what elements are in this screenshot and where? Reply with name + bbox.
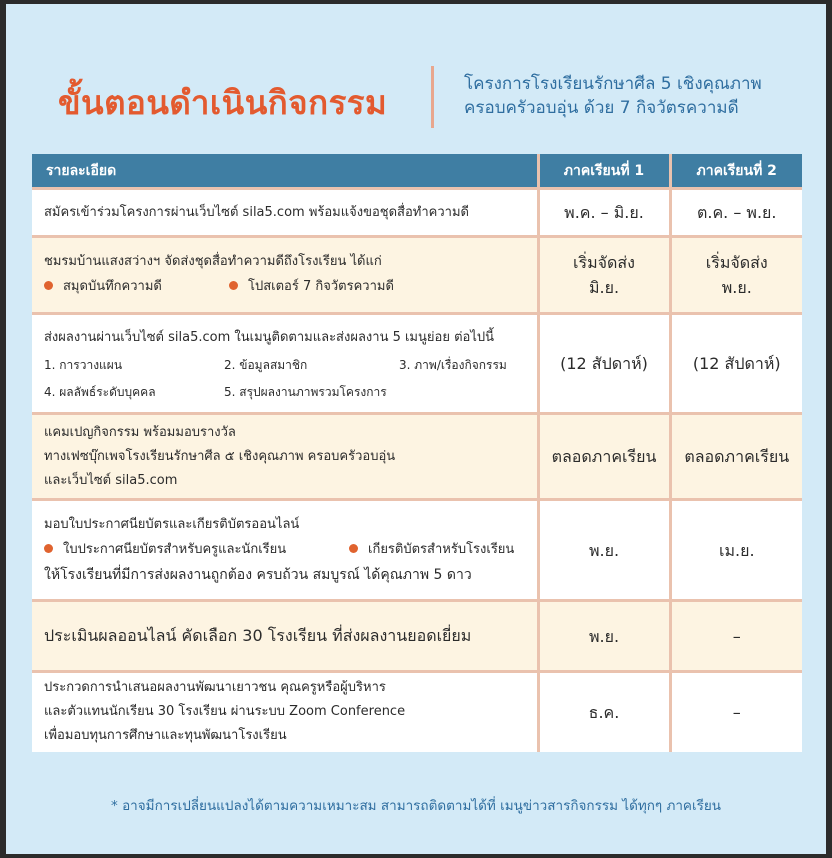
detail-text: ส่งผลงานผ่านเว็บไซต์ sila5.com ในเมนูติดตามและส่งผลงาน 5 เมนูย่อย ต่อไปนี้ [44, 329, 494, 345]
list-item: 4. ผลลัพธ์ระดับบุคคล [44, 384, 156, 399]
bullet-list [44, 537, 537, 563]
table-row [32, 672, 802, 752]
project-subtitle [464, 72, 762, 120]
term-1-cell: พ.ย. [538, 500, 670, 601]
footnote: * อาจมีการเปลี่ยนแปลงได้ตามความเหมาะสม สามารถติดตามได้ที่ เมนูข่าวสารกิจกรรม ได้ทุกๆ ภาคเรียน [111, 798, 721, 814]
term-2-cell: ตลอดภาคเรียน [670, 414, 802, 500]
header-detail: รายละเอียด [32, 154, 538, 189]
detail-text: และเว็บไซต์ sila5.com [44, 472, 178, 488]
list-item: ใบประกาศนียบัตรสำหรับครูและนักเรียน [44, 537, 349, 563]
detail-text: ประเมินผลออนไลน์ คัดเลือก 30 โรงเรียน ที่ส่งผลงานยอดเยี่ยม [44, 626, 472, 645]
term-1-cell: เริ่มจัดส่ง มิ.ย. [538, 237, 670, 314]
list-item: 1. การวางแผน [44, 357, 123, 372]
row-detail [32, 237, 538, 314]
detail-text: ประกวดการนำเสนอผลงานพัฒนาเยาวชน คุณครูหรือผู้บริหาร [44, 680, 386, 696]
list-item: สมุดบันทึกความดี [44, 274, 229, 300]
detail-text: สมัครเข้าร่วมโครงการผ่านเว็บไซต์ sila5.com พร้อมแจ้งขอชุดสื่อทำความดี [44, 204, 469, 220]
term-2-cell: – [670, 672, 802, 752]
bullet-dot-icon [229, 281, 238, 290]
submenu-list [44, 356, 537, 402]
header-term-2: ภาคเรียนที่ 2 [670, 154, 802, 189]
term-2-cell: เริ่มจัดส่ง พ.ย. [670, 237, 802, 314]
row-detail [32, 314, 538, 414]
term-1-cell: ธ.ค. [538, 672, 670, 752]
row-detail [32, 500, 538, 601]
list-item: เกียรติบัตรสำหรับโรงเรียน [349, 537, 514, 563]
term-2-cell: – [670, 601, 802, 672]
subtitle-line-1: โครงการโรงเรียนรักษาศีล 5 เชิงคุณภาพ [464, 74, 762, 94]
row-detail [32, 414, 538, 500]
header-divider [431, 66, 434, 128]
term-1-cell: พ.ค. – มิ.ย. [538, 189, 670, 237]
bullet-dot-icon [349, 544, 358, 553]
row-detail [32, 672, 538, 752]
term-2-cell: เม.ย. [670, 500, 802, 601]
term-1-cell: (12 สัปดาห์) [538, 314, 670, 414]
table-row [32, 189, 802, 237]
poster [6, 4, 826, 854]
term-1-cell: ตลอดภาคเรียน [538, 414, 670, 500]
page-title: ขั้นตอนดำเนินกิจกรรม [58, 83, 388, 122]
table-row [32, 314, 802, 414]
detail-text: แคมเปญกิจกรรม พร้อมมอบรางวัล [44, 424, 236, 440]
detail-text: มอบใบประกาศนียบัตรและเกียรติบัตรออนไลน์ [44, 517, 300, 532]
list-item: 5. สรุปผลงานภาพรวมโครงการ [224, 384, 387, 399]
bullet-dot-icon [44, 544, 53, 553]
detail-text: และตัวแทนนักเรียน 30 โรงเรียน ผ่านระบบ Zoom Conference [44, 704, 406, 720]
row-detail [32, 189, 538, 237]
header [6, 66, 826, 132]
table-row [32, 414, 802, 500]
term-2-cell: (12 สัปดาห์) [670, 314, 802, 414]
detail-text: เพื่อมอบทุนการศึกษาและทุนพัฒนาโรงเรียน [44, 728, 287, 744]
bullet-dot-icon [44, 281, 53, 290]
subtitle-line-2: ครอบครัวอบอุ่น ด้วย 7 กิจวัตรความดี [464, 98, 739, 118]
row-detail [32, 601, 538, 672]
term-2-cell: ต.ค. – พ.ย. [670, 189, 802, 237]
list-item: โปสเตอร์ 7 กิจวัตรความดี [229, 274, 394, 300]
detail-text: ชมรมบ้านแสงสว่างฯ จัดส่งชุดสื่อทำความดีถึงโรงเรียน ได้แก่ [44, 254, 382, 269]
bullet-list [44, 274, 537, 300]
detail-text: ให้โรงเรียนที่มีการส่งผลงานถูกต้อง ครบถ้วน สมบูรณ์ ได้คุณภาพ 5 ดาว [44, 567, 472, 583]
term-1-cell: พ.ย. [538, 601, 670, 672]
table-row [32, 500, 802, 601]
list-item: 3. ภาพ/เรื่องกิจกรรม [399, 357, 507, 372]
table-header-row [32, 154, 802, 189]
table-row [32, 237, 802, 314]
table-row [32, 601, 802, 672]
header-term-1: ภาคเรียนที่ 1 [538, 154, 670, 189]
list-item: 2. ข้อมูลสมาชิก [224, 357, 308, 372]
detail-text: ทางเฟซบุ๊กเพจโรงเรียนรักษาศีล ๕ เชิงคุณภาพ ครอบครัวอบอุ่น [44, 448, 396, 464]
schedule-table [32, 154, 802, 752]
